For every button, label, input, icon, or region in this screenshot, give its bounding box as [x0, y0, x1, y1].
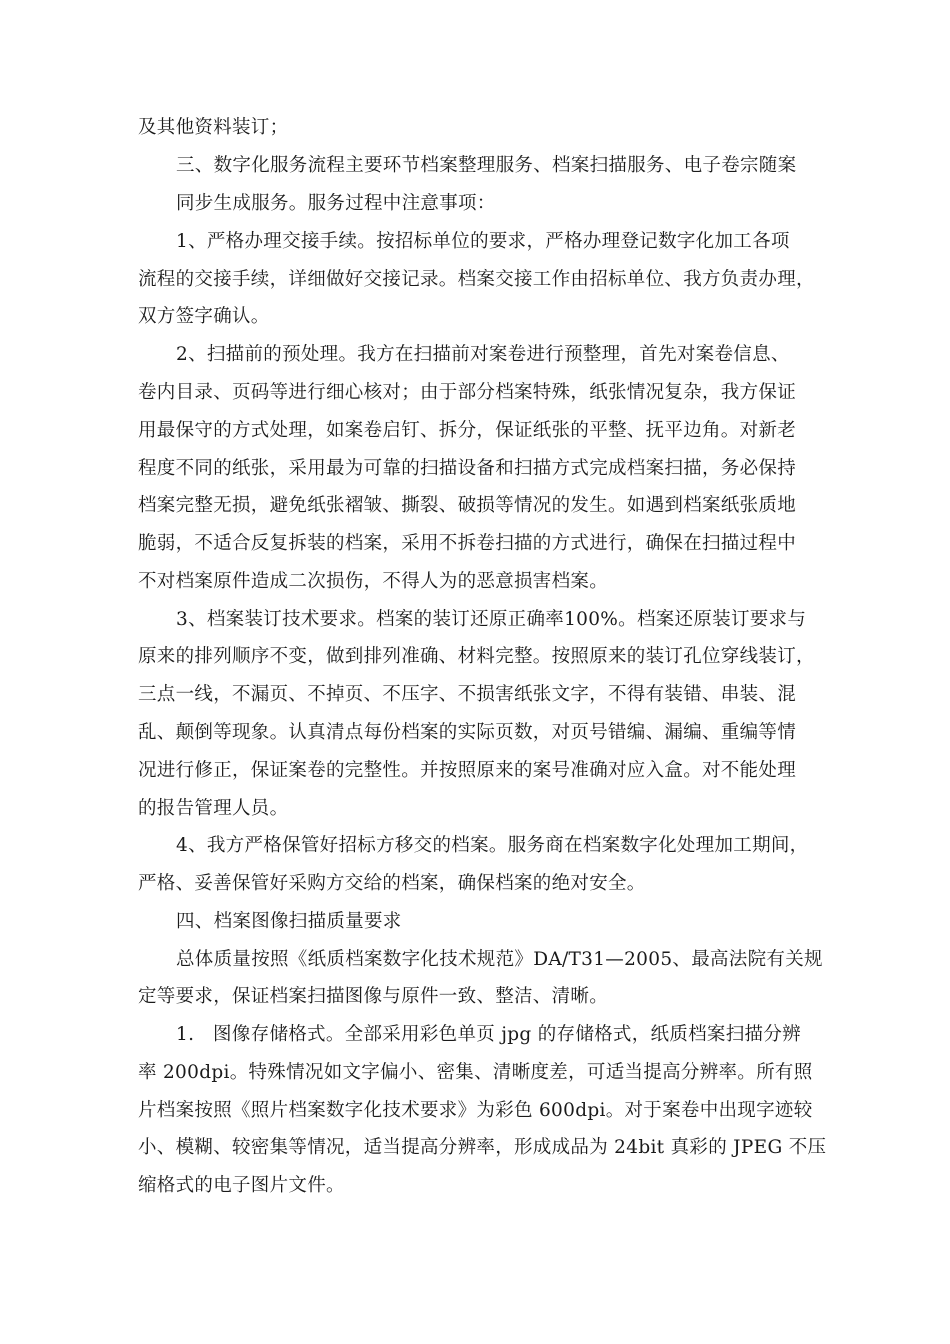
paragraph-start: 3、档案装订技术要求。档案的装订还原正确率100%。档案还原装订要求与: [176, 609, 807, 630]
text-line: 同步生成服务。服务过程中注意事项：: [176, 193, 496, 214]
text-line: 及其他资料装订；: [138, 117, 289, 138]
text-line: 程度不同的纸张，采用最为可靠的扫描设备和扫描方式完成档案扫描，务必保持: [138, 458, 797, 479]
paragraph-start: 4、我方严格保管好招标方移交的档案。服务商在档案数字化处理加工期间，: [176, 835, 809, 856]
text-line: 率 200dpi。特殊情况如文字偏小、密集、清晰度差，可适当提高分辨率。所有照: [138, 1062, 813, 1083]
text-line: 原来的排列顺序不变，做到排列准确、材料完整。按照原来的装订孔位穿线装订，: [138, 646, 815, 667]
text-line: 严格、妥善保管好采购方交给的档案，确保档案的绝对安全。: [138, 873, 646, 894]
paragraph-start: 2、扫描前的预处理。我方在扫描前对案卷进行预整理，首先对案卷信息、: [176, 344, 790, 365]
text-line: 三点一线，不漏页、不掉页、不压字、不损害纸张文字，不得有装错、串装、混: [138, 684, 797, 705]
text-line: 况进行修正，保证案卷的完整性。并按照原来的案号准确对应入盒。对不能处理: [138, 760, 797, 781]
text-line: 缩格式的电子图片文件。: [138, 1175, 345, 1196]
text-line: 用最保守的方式处理，如案卷启钉、拆分，保证纸张的平整、抚平边角。对新老: [138, 420, 797, 441]
text-line: 小、模糊、较密集等情况，适当提高分辨率，形成成品为 24bit 真彩的 JPEG 不压: [138, 1137, 827, 1158]
section-heading: 三、数字化服务流程主要环节档案整理服务、档案扫描服务、电子卷宗随案: [176, 155, 797, 176]
paragraph-start: 总体质量按照《纸质档案数字化技术规范》DA/T31—2005、最高法院有关规: [176, 949, 823, 970]
section-heading: 四、档案图像扫描质量要求: [176, 911, 402, 932]
paragraph-start: 1、严格办理交接手续。按招标单位的要求，严格办理登记数字化加工各项: [176, 231, 790, 252]
text-line: 档案完整无损，避免纸张褶皱、撕裂、破损等情况的发生。如遇到档案纸张质地: [138, 495, 797, 516]
text-line: 乱、颠倒等现象。认真清点每份档案的实际页数，对页号错编、漏编、重编等情: [138, 722, 797, 743]
text-line: 双方签字确认。: [138, 306, 270, 327]
text-line: 定等要求，保证档案扫描图像与原件一致、整洁、清晰。: [138, 986, 609, 1007]
text-line: 不对档案原件造成二次损伤，不得人为的恶意损害档案。: [138, 571, 609, 592]
text-line: 脆弱，不适合反复拆装的档案，采用不拆卷扫描的方式进行，确保在扫描过程中: [138, 533, 797, 554]
text-line: 片档案按照《照片档案数字化技术要求》为彩色 600dpi。对于案卷中出现字迹较: [138, 1100, 813, 1121]
text-line: 卷内目录、页码等进行细心核对；由于部分档案特殊，纸张情况复杂，我方保证: [138, 382, 797, 403]
paragraph-start: 1. 图像存储格式。全部采用彩色单页 jpg 的存储格式，纸质档案扫描分辨: [176, 1024, 801, 1045]
text-line: 流程的交接手续，详细做好交接记录。档案交接工作由招标单位、我方负责办理，: [138, 269, 815, 290]
text-line: 的报告管理人员。: [138, 798, 289, 819]
